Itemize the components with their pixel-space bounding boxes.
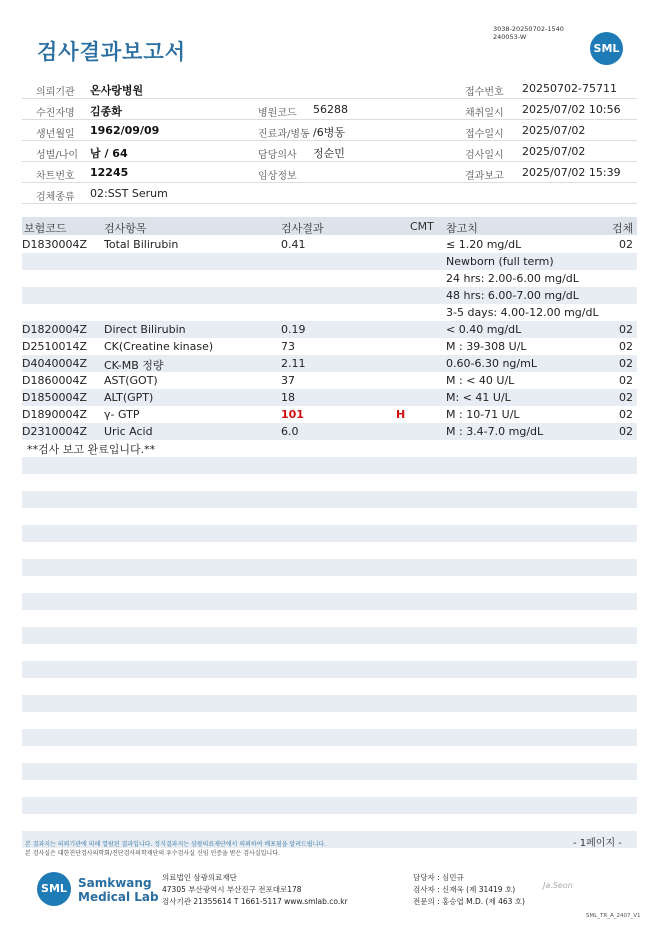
test-date-value: 2025/07/02 — [522, 145, 586, 158]
cell-specimen: 02 — [619, 425, 633, 438]
cell-ref: M : < 40 U/L — [446, 374, 515, 387]
chart-value: 12245 — [90, 166, 129, 179]
cell-code: D1830004Z — [22, 238, 87, 251]
brand-name — [78, 876, 159, 904]
staff-info — [413, 872, 525, 908]
document-id — [493, 25, 564, 41]
cell-ref: 3-5 days: 4.00-12.00 mg/dL — [446, 306, 599, 319]
doctor-value: 정순민 — [313, 147, 345, 160]
table-row — [22, 372, 637, 389]
disclaimer-line2: 본 검사실은 대한진단검사의학회/진단검사의학재단의 우수검사실 신임 인증을 받은 검사실입니다. — [25, 850, 280, 857]
report-complete-note: **검사 보고 완료입니다.** — [27, 443, 156, 456]
specimen-value: 02:SST Serum — [90, 187, 168, 200]
empty-row — [22, 695, 637, 712]
table-row — [22, 389, 637, 406]
table-row — [22, 338, 637, 355]
cell-ref: 24 hrs: 2.00-6.00 mg/dL — [446, 272, 579, 285]
dept-value: /6병동 — [313, 126, 345, 139]
page-number: - 1페이지 - — [573, 838, 622, 849]
hospital-value: 온사랑병원 — [90, 84, 144, 97]
report-value: 2025/07/02 15:39 — [522, 166, 621, 179]
specimen-label: 검체종류 — [36, 192, 75, 203]
cell-ref: M: < 41 U/L — [446, 391, 511, 404]
cell-ref: M : 39-308 U/L — [446, 340, 527, 353]
form-code: SML_TR_A_2407_V1 — [586, 913, 641, 919]
sml-logo-footer: SML — [37, 872, 71, 906]
organization-info — [162, 872, 348, 908]
hospital-label: 의뢰기관 — [36, 87, 75, 98]
cell-item: ALT(GPT) — [104, 391, 154, 404]
cell-code: D1860004Z — [22, 374, 87, 387]
table-row — [22, 270, 637, 287]
col-item: 검사항목 — [104, 222, 147, 235]
test-date-label: 검사일시 — [465, 150, 504, 161]
cell-specimen: 02 — [619, 238, 633, 251]
cell-specimen: 02 — [619, 408, 633, 421]
cell-result-high: 101 — [281, 408, 304, 421]
dob-value: 1962/09/09 — [90, 124, 160, 137]
cell-result: 0.41 — [281, 238, 306, 251]
col-specimen: 검체 — [612, 222, 634, 235]
cell-result: 2.11 — [281, 357, 306, 370]
cell-ref: Newborn (full term) — [446, 255, 554, 268]
cell-code: D1890004Z — [22, 408, 87, 421]
cell-ref: M : 10-71 U/L — [446, 408, 520, 421]
cell-ref: < 0.40 mg/dL — [446, 323, 522, 336]
empty-row — [22, 763, 637, 780]
cell-specimen: 02 — [619, 357, 633, 370]
cell-item: Uric Acid — [104, 425, 153, 438]
staff-manager: 담당자 : 심민규 — [413, 873, 464, 882]
doctor-label: 담당의사 — [258, 150, 297, 161]
staff-specialist: 전문의 : 홍승엽 M.D. (제 463 호) — [413, 897, 525, 906]
cell-specimen: 02 — [619, 323, 633, 336]
sml-logo: SML — [590, 32, 623, 65]
signature: Ja.Seon — [543, 881, 573, 890]
document-id-line1: 3038-20250702-1540 — [493, 25, 564, 33]
table-row — [22, 253, 637, 270]
dept-label: 진료과/병동 — [258, 129, 310, 140]
cell-specimen: 02 — [619, 374, 633, 387]
collect-value: 2025/07/02 10:56 — [522, 103, 621, 116]
cell-flag-high: H — [396, 408, 406, 421]
cell-specimen: 02 — [619, 340, 633, 353]
info-row — [22, 99, 637, 120]
empty-row — [22, 525, 637, 542]
empty-row — [22, 661, 637, 678]
empty-row — [22, 559, 637, 576]
dob-label: 생년월일 — [36, 129, 75, 140]
cell-item: γ- GTP — [104, 408, 140, 421]
page-title: 검사결과보고서 — [37, 40, 187, 64]
col-ref: 참고치 — [446, 222, 478, 235]
report-label: 결과보고 — [465, 171, 504, 182]
org-name: 의료법인 삼광의료재단 — [162, 873, 237, 882]
receipt-no-value: 20250702-75711 — [522, 82, 617, 95]
cell-item: Total Bilirubin — [104, 238, 179, 251]
cell-item: AST(GOT) — [104, 374, 158, 387]
hospital-code-value: 56288 — [313, 103, 348, 116]
empty-row — [22, 457, 637, 474]
cell-ref: M : 3.4-7.0 mg/dL — [446, 425, 544, 438]
empty-row — [22, 593, 637, 610]
empty-row — [22, 627, 637, 644]
cell-ref: 48 hrs: 6.00-7.00 mg/dL — [446, 289, 579, 302]
sex-age-label: 성별/나이 — [36, 150, 79, 161]
clinical-label: 임상정보 — [258, 171, 297, 182]
cell-result: 37 — [281, 374, 295, 387]
info-row — [22, 183, 637, 204]
col-code: 보험코드 — [24, 222, 67, 235]
cell-item: Direct Bilirubin — [104, 323, 186, 336]
brand-line2: Medical Lab — [78, 890, 159, 904]
cell-code: D2510014Z — [22, 340, 87, 353]
info-row — [22, 78, 637, 99]
receipt-date-label: 접수일시 — [465, 129, 504, 140]
results-header — [22, 217, 637, 235]
patient-label: 수진자명 — [36, 108, 75, 119]
receipt-date-value: 2025/07/02 — [522, 124, 586, 137]
empty-row — [22, 729, 637, 746]
table-row — [22, 355, 637, 372]
cell-result: 0.19 — [281, 323, 306, 336]
table-row — [22, 321, 637, 338]
table-row — [22, 287, 637, 304]
disclaimer — [25, 840, 326, 858]
cell-code: D2310004Z — [22, 425, 87, 438]
receipt-no-label: 접수번호 — [465, 87, 504, 98]
patient-value: 김종화 — [90, 105, 122, 118]
empty-row — [22, 797, 637, 814]
chart-label: 차트번호 — [36, 171, 75, 182]
cell-result: 6.0 — [281, 425, 299, 438]
document-id-line2: 240053-W — [493, 33, 527, 41]
empty-row — [22, 491, 637, 508]
sex-age-value: 남 / 64 — [90, 147, 128, 160]
org-address: 47305 부산광역시 부산진구 전포대로178 — [162, 885, 302, 894]
info-row — [22, 141, 637, 162]
table-row — [22, 304, 637, 321]
org-contact: 검사기관 21355614 T 1661-5117 www.smlab.co.kr — [162, 897, 348, 906]
table-row — [22, 423, 637, 440]
brand-line1: Samkwang — [78, 876, 152, 890]
table-row — [22, 236, 637, 253]
hospital-code-label: 병원코드 — [258, 108, 297, 119]
cell-item: CK(Creatine kinase) — [104, 340, 214, 353]
collect-label: 채취일시 — [465, 108, 504, 119]
col-result: 검사결과 — [281, 222, 324, 235]
col-cmt: CMT — [410, 220, 434, 233]
staff-examiner: 검사자 : 신재욱 (제 31419 호) — [413, 885, 516, 894]
table-row — [22, 406, 637, 423]
cell-ref: 0.60-6.30 ng/mL — [446, 357, 537, 370]
cell-result: 18 — [281, 391, 295, 404]
cell-code: D1850004Z — [22, 391, 87, 404]
cell-code: D4040004Z — [22, 357, 87, 370]
cell-item: CK-MB 정량 — [104, 359, 164, 372]
cell-result: 73 — [281, 340, 295, 353]
info-row — [22, 120, 637, 141]
disclaimer-line1: 본 결과지는 의뢰기관에 의해 열람된 결과입니다. 정식결과지는 삼광의료재단에서 의뢰하여 배포됨을 알려드립니다. — [25, 841, 327, 848]
cell-ref: ≤ 1.20 mg/dL — [446, 238, 522, 251]
cell-specimen: 02 — [619, 391, 633, 404]
info-row — [22, 162, 637, 183]
cell-code: D1820004Z — [22, 323, 87, 336]
